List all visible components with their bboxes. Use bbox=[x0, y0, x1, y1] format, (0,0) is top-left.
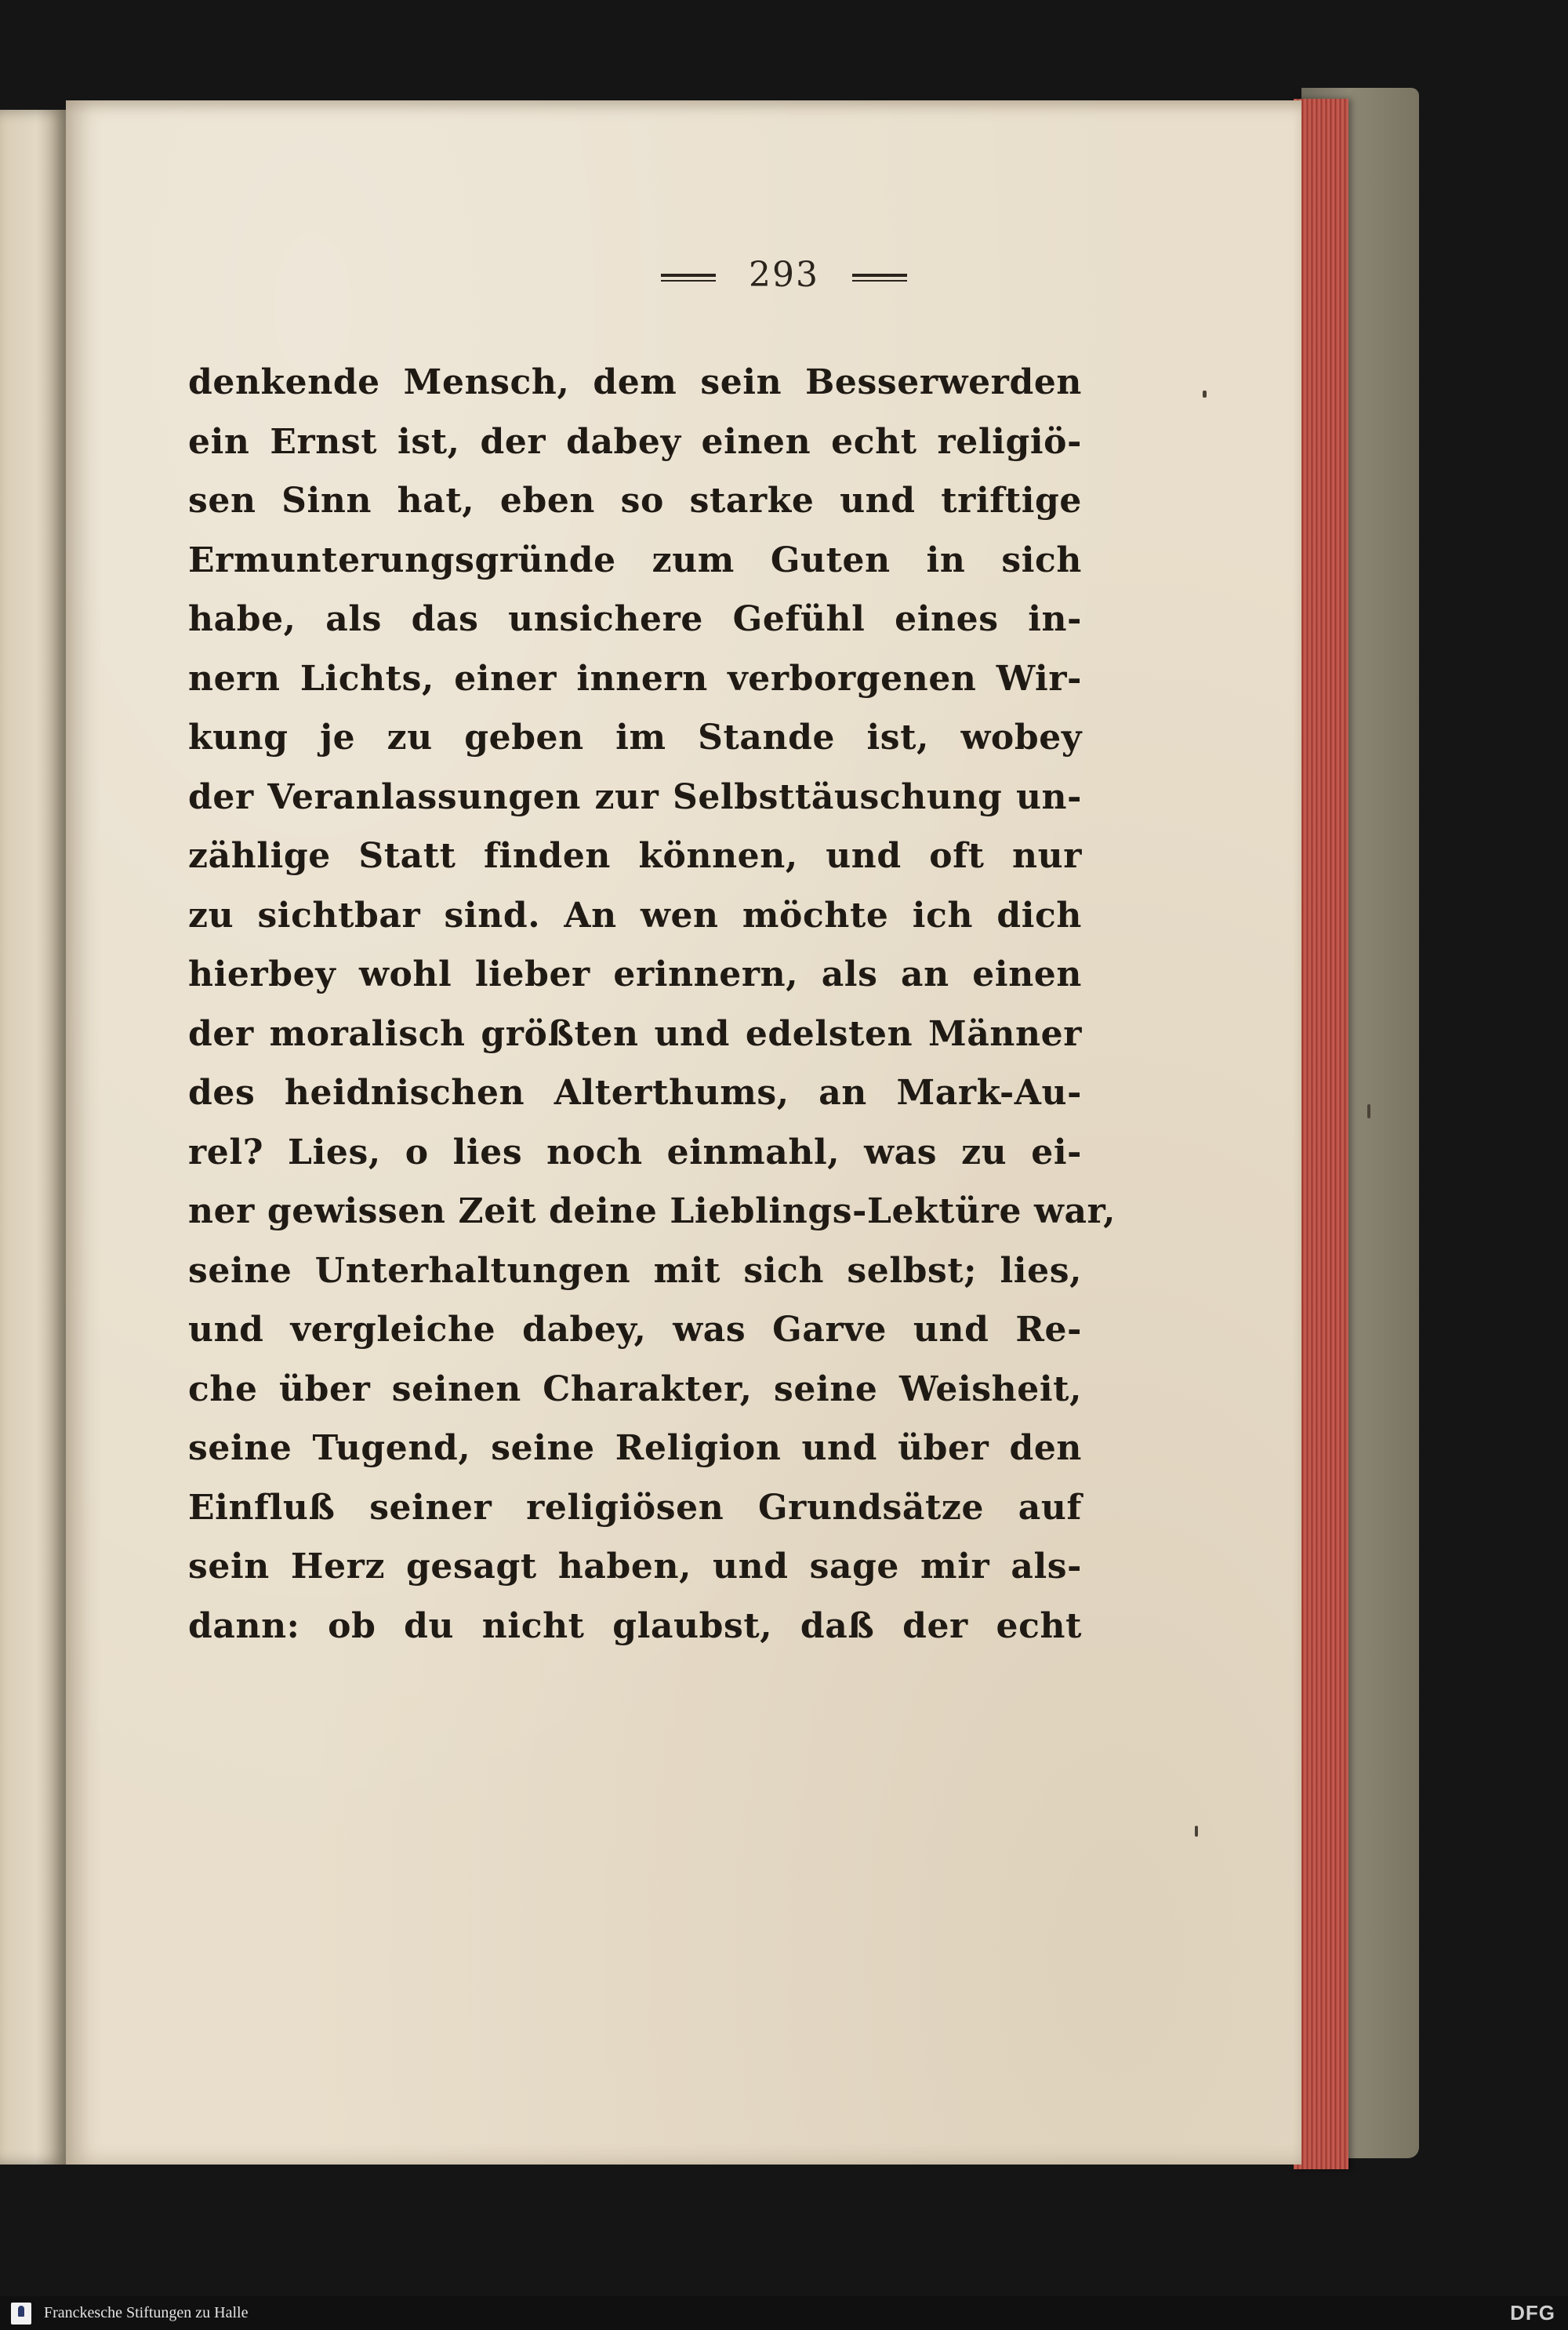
page-number-header bbox=[0, 255, 1568, 295]
text-line: ein Ernst ist, der dabey einen echt religiö- bbox=[188, 421, 1082, 462]
dfg-logo: DFG bbox=[1510, 2301, 1555, 2325]
text-line: zu sichtbar sind. An wen möchte ich dich bbox=[188, 895, 1082, 936]
text-line: seine Tugend, seine Religion und über den bbox=[188, 1428, 1082, 1468]
text-line: seine Unterhaltungen mit sich selbst; lies, bbox=[188, 1250, 1082, 1291]
text-line: denkende Mensch, dem sein Besserwerden bbox=[188, 362, 1082, 402]
text-line: der Veranlassungen zur Selbsttäuschung un- bbox=[188, 776, 1082, 817]
paper-speck bbox=[1203, 391, 1207, 398]
text-line: habe, als das unsichere Gefühl eines in- bbox=[188, 599, 1082, 639]
text-line: zählige Statt finden können, und oft nur bbox=[188, 836, 1082, 876]
text-line: und vergleiche dabey, was Garve und Re- bbox=[188, 1310, 1082, 1350]
viewer-footer bbox=[0, 2296, 1568, 2330]
text-line: des heidnischen Alterthums, an Mark-Au- bbox=[188, 1073, 1082, 1113]
text-line: hierbey wohl lieber erinnern, als an einen bbox=[188, 954, 1082, 994]
institution-credit: Franckesche Stiftungen zu Halle bbox=[44, 2304, 249, 2321]
body-text bbox=[188, 353, 1116, 1656]
page-number: 293 bbox=[749, 255, 819, 295]
paper-speck bbox=[1367, 1104, 1370, 1118]
text-line: rel? Lies, o lies noch einmahl, was zu ei- bbox=[188, 1132, 1082, 1172]
paper-speck bbox=[1195, 1826, 1198, 1837]
header-rule-right bbox=[852, 274, 907, 282]
text-line: ner gewissen Zeit deine Lieblings-Lektüre war, bbox=[188, 1191, 1116, 1231]
text-line: Ermunterungsgründe zum Guten in sich bbox=[188, 540, 1082, 580]
text-line: dann: ob du nicht glaubst, daß der echt bbox=[188, 1605, 1082, 1646]
facing-page-edge bbox=[0, 110, 66, 2165]
text-line: sen Sinn hat, eben so starke und triftige bbox=[188, 481, 1082, 521]
text-line: der moralisch größten und edelsten Männer bbox=[188, 1013, 1082, 1054]
text-line: nern Lichts, einer innern verborgenen Wir- bbox=[188, 658, 1082, 699]
text-line: Einfluß seiner religiösen Grundsätze auf bbox=[188, 1487, 1082, 1528]
text-line: sein Herz gesagt haben, und sage mir als- bbox=[188, 1547, 1082, 1587]
text-line: che über seinen Charakter, seine Weisheit, bbox=[188, 1369, 1082, 1409]
institution-logo-icon bbox=[11, 2303, 31, 2325]
text-line: kung je zu geben im Stande ist, wobey bbox=[188, 718, 1082, 758]
header-rule-left bbox=[661, 274, 716, 282]
red-page-edges bbox=[1294, 99, 1348, 2169]
